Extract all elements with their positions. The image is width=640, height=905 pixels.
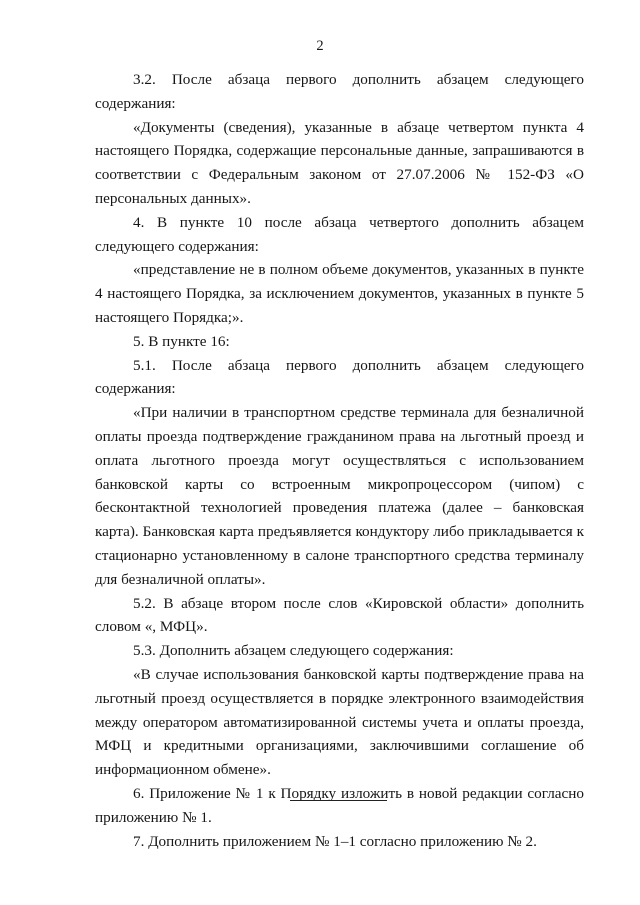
paragraph-quote-terminal: «При наличии в транспортном средстве терминала для безналичной оплаты проезда подтверждение гражданином права на льготный проезд и оплата льготного проезда могут осуществляться с использованием банковской карты со встроенным микропроцессором (чипом) с бесконтактной технологией проведения платежа (далее – банковская карта). Банковская карта предъявляется кондуктору либо прикладывается к стационарно установленному в салоне транспортного средства терминалу для безналичной оплаты». — [95, 404, 584, 588]
page-number: 2 — [316, 38, 324, 54]
document-body — [95, 68, 584, 853]
paragraph-quote-representation: «представление не в полном объеме документов, указанных в пункте 4 настоящего Порядка, за исключением документов, указанных в пункте 5 настоящего Порядка;». — [95, 261, 584, 326]
paragraph-3-2: 3.2. После абзаца первого дополнить абзацем следующего содержания: — [95, 71, 584, 112]
paragraph-quote-bank-card: «В случае использования банковской карты подтверждение права на льготный проезд осуществляется в порядке электронного взаимодействия между оператором автоматизированной системы учета и оплаты проезда, МФЦ и кредитными организациями, заключившими соглашение об информационном обмене». — [95, 665, 584, 779]
end-divider-line — [290, 800, 387, 801]
paragraph-7: 7. Дополнить приложением № 1–1 согласно приложению № 2. — [133, 832, 537, 850]
paragraph-6: 6. Приложение № 1 к Порядку изложить в новой редакции согласно приложению № 1. — [95, 784, 584, 826]
paragraph-5-3: 5.3. Дополнить абзацем следующего содержания: — [133, 642, 454, 660]
paragraph-4: 4. В пункте 10 после абзаца четвертого дополнить абзацем следующего содержания: — [95, 213, 584, 255]
paragraph-quote-documents: «Документы (сведения), указанные в абзаце четвертом пункта 4 настоящего Порядка, содержащие персональные данные, запрашиваются в соответствии с Федеральным законом от 27.07.2006 № 152-ФЗ «О персональных данных». — [95, 118, 584, 207]
paragraph-5: 5. В пункте 16: — [133, 332, 230, 350]
paragraph-5-2: 5.2. В абзаце втором после слов «Кировской области» дополнить словом «, МФЦ». — [95, 594, 584, 636]
paragraph-5-1: 5.1. После абзаца первого дополнить абзацем следующего содержания: — [95, 356, 584, 398]
